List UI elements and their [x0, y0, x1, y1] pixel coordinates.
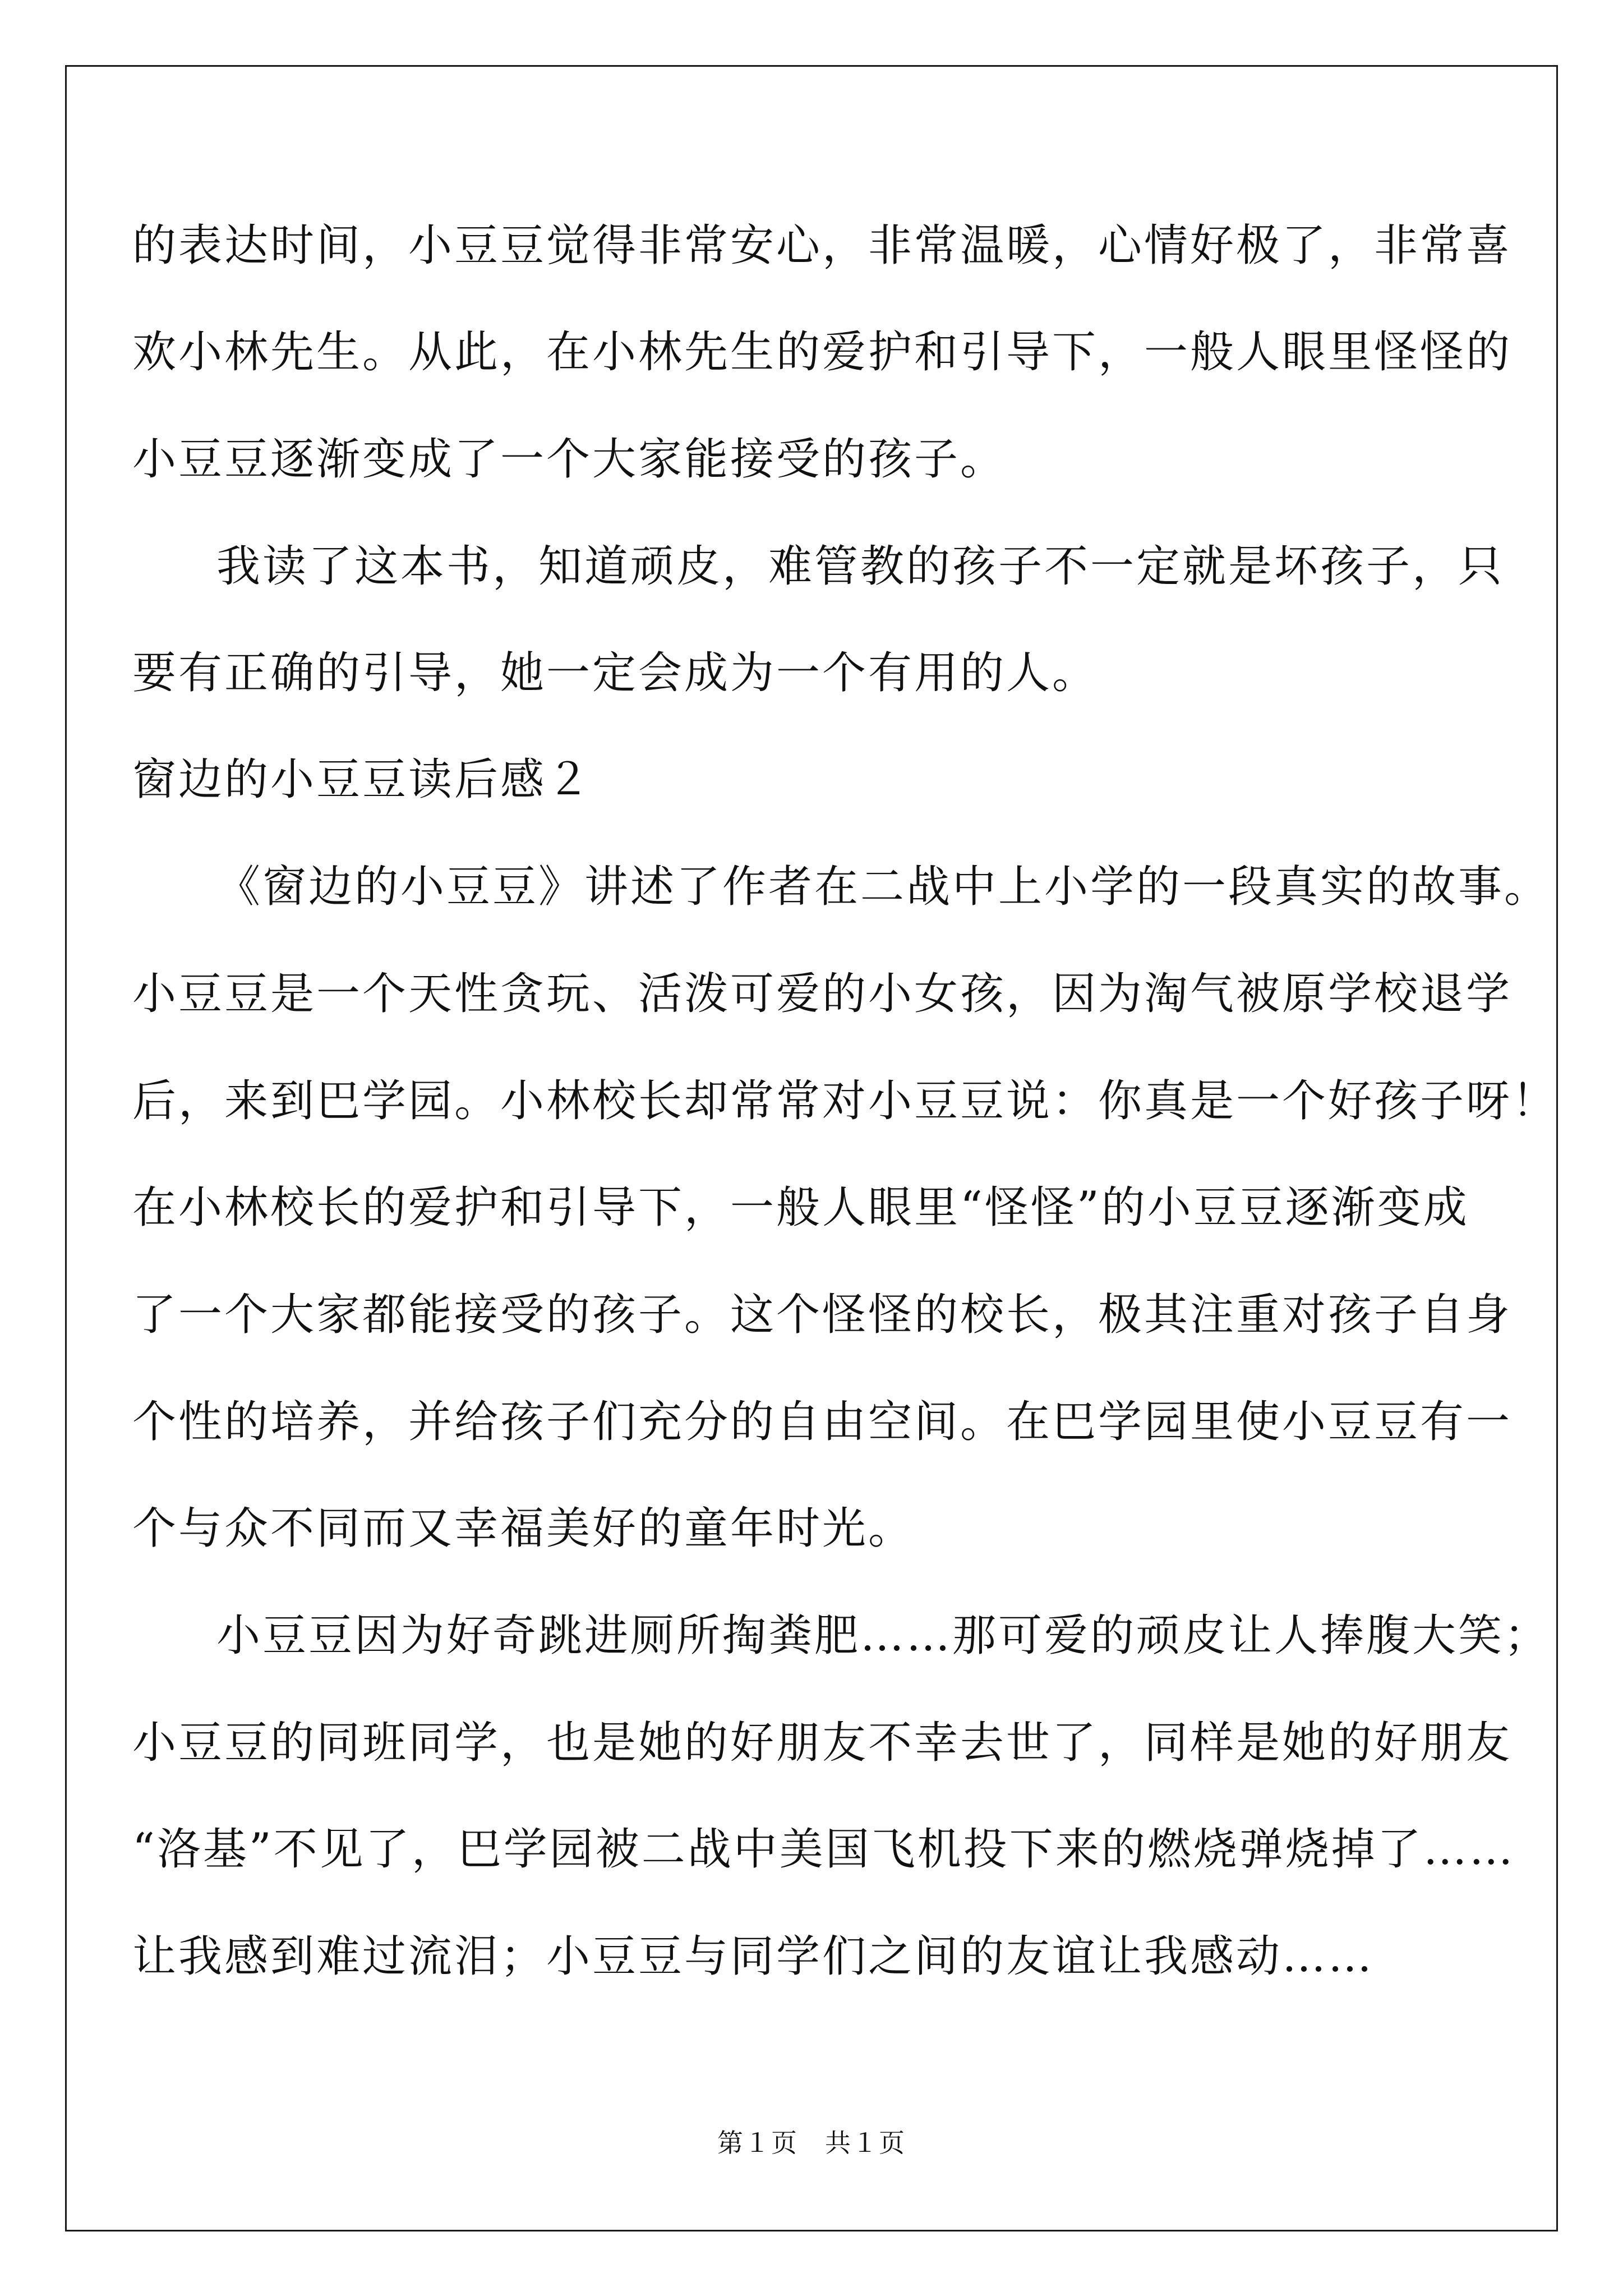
text-line: 小豆豆逐渐变成了一个大家能接受的孩子。	[132, 434, 1007, 485]
text-line: 要有正确的引导，她一定会成为一个有用的人。	[132, 648, 1099, 698]
text-line: 在小林校长的爱护和引导下，一般人眼里“怪怪”的小豆豆逐渐变成	[132, 1182, 1469, 1233]
text-line: 个性的培养，并给孩子们充分的自由空间。在巴学园里使小豆豆有一	[132, 1397, 1513, 1447]
text-line: 了一个大家都能接受的孩子。这个怪怪的校长，极其注重对孩子自身	[132, 1290, 1513, 1340]
text-line: 小豆豆是一个天性贪玩、活泼可爱的小女孩，因为淘气被原学校退学	[132, 969, 1513, 1019]
section-heading: 窗边的小豆豆读后感２	[132, 754, 593, 805]
text-line: 让我感到难过流泪；小豆豆与同学们之间的友谊让我感动……	[132, 1931, 1375, 1982]
text-line: 个与众不同而又幸福美好的童年时光。	[132, 1503, 915, 1554]
text-line: 的表达时间，小豆豆觉得非常安心，非常温暖，心情好极了，非常喜	[132, 220, 1513, 271]
text-line: 我读了这本书，知道顽皮，难管教的孩子不一定就是坏孩子，只	[216, 541, 1505, 592]
text-line: 小豆豆的同班同学，也是她的好朋友不幸去世了，同样是她的好朋友	[132, 1718, 1513, 1768]
text-line: “洛基”不见了，巴学园被二战中美国飞机投下来的燃烧弹烧掉了……	[132, 1824, 1515, 1875]
text-line: 后，来到巴学园。小林校长却常常对小豆豆说：你真是一个好孩子呀！	[132, 1076, 1559, 1126]
text-line: 《窗边的小豆豆》讲述了作者在二战中上小学的一段真实的故事。	[216, 862, 1551, 912]
text-line: 小豆豆因为好奇跳进厕所掏粪肥……那可爱的顽皮让人捧腹大笑；	[216, 1611, 1551, 1661]
page-border	[65, 65, 1558, 2231]
text-line: 欢小林先生。从此，在小林先生的爱护和引导下，一般人眼里怪怪的	[132, 327, 1513, 378]
page-number: 第１页 共１页	[717, 2128, 906, 2158]
